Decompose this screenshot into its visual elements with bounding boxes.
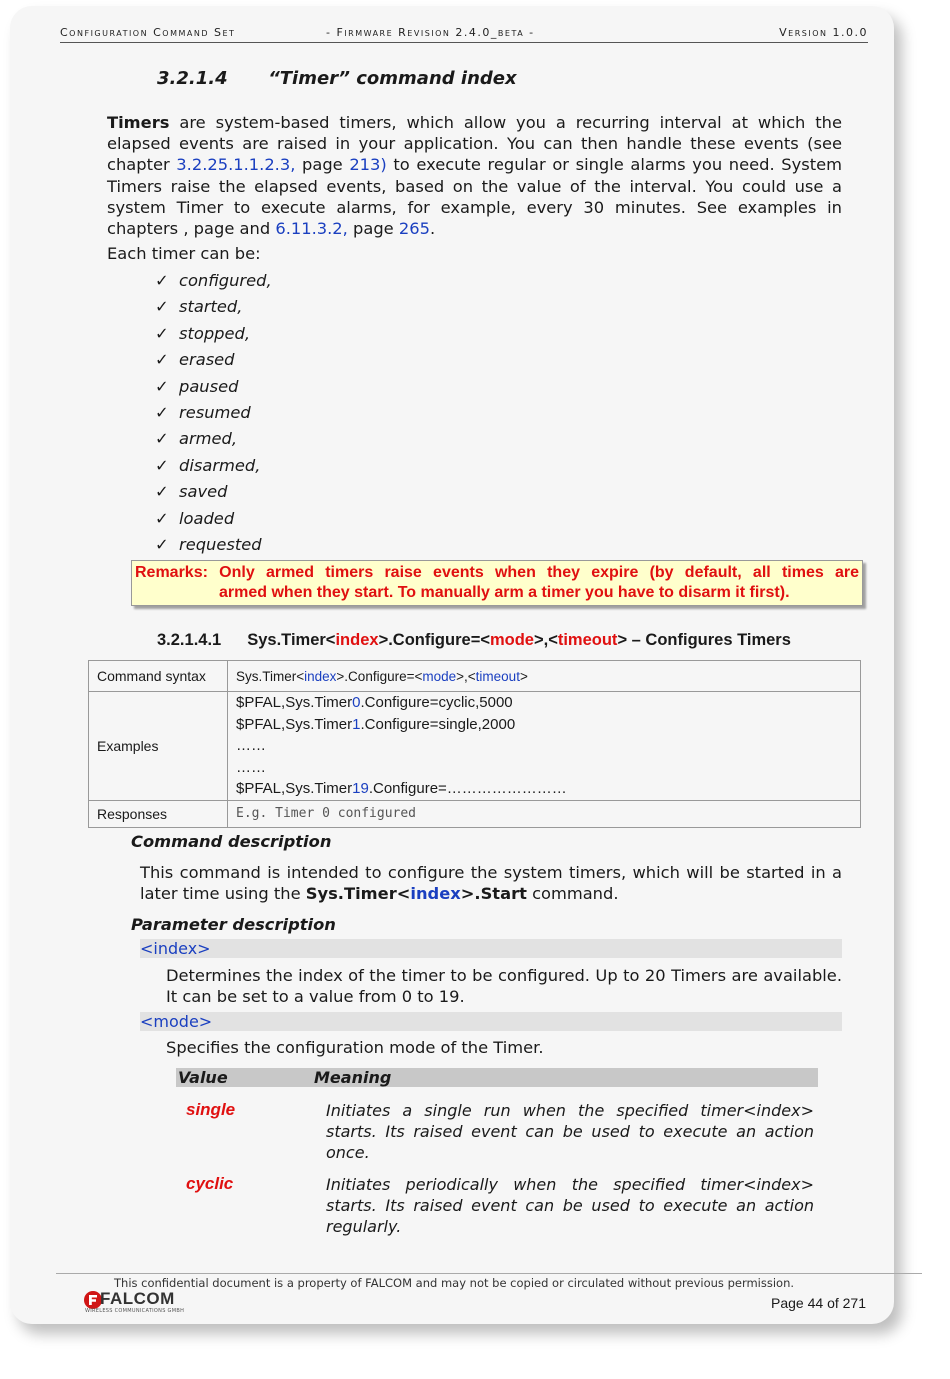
remark-box — [131, 560, 863, 606]
examples-value — [228, 692, 861, 801]
mode-value: cyclic — [186, 1174, 234, 1193]
intro-text: to execute regular or single alarms you need. System Timers raise the elapsed events, based on the value of the interval. You could use a system Timer to execute alarms, for example, every 30 minutes. See examples in chapters , page and — [107, 155, 842, 239]
page-link-2[interactable]: 265 — [398, 219, 430, 239]
timer-state: stopped, — [179, 323, 251, 343]
intro-lead: Timers — [107, 113, 170, 132]
remark-line-1: Remarks: Only armed timers raise events when they expire (by default, all times are — [135, 564, 859, 581]
checkmark-icon: ✓ — [155, 508, 169, 528]
timer-state: disarmed, — [179, 455, 261, 475]
chapter-link-2[interactable]: 6.11.3.2, — [275, 219, 348, 239]
responses-label: Responses — [89, 800, 228, 827]
example-line: $PFAL,Sys.Timer0.Configure=cyclic,5000 — [236, 694, 513, 711]
timer-state: configured, — [179, 271, 272, 290]
checkmark-icon: ✓ — [155, 271, 169, 290]
list-item — [155, 270, 272, 291]
param-index: index — [335, 631, 379, 649]
checkmark-icon: ✓ — [155, 535, 169, 554]
examples-label: Examples — [89, 692, 228, 801]
param-index-label: <index> — [140, 939, 842, 958]
footer-notice: This confidential document is a property of FALCOM and may not be copied or circulated without previous permission. — [114, 1276, 795, 1290]
section-title: “Timer” command index — [268, 68, 517, 89]
section-heading — [157, 68, 517, 89]
param-timeout: timeout — [557, 631, 618, 649]
col-meaning: Meaning — [314, 1068, 392, 1087]
timer-state: requested — [179, 535, 262, 554]
timer-state: armed, — [179, 429, 238, 449]
subsection-heading — [157, 631, 791, 650]
header-right: Version 1.0.0 — [779, 26, 868, 39]
intro-text: . — [429, 219, 436, 239]
list-item — [155, 402, 251, 423]
page-number: Page 44 of 271 — [771, 1295, 866, 1311]
timer-state: saved — [179, 482, 228, 502]
checkmark-icon: ✓ — [155, 429, 169, 449]
parameter-description-heading: Parameter description — [131, 915, 336, 934]
remark-line-2: armed when they start. To manually arm a timer you have to disarm it first). — [219, 584, 790, 601]
timer-state: started, — [179, 297, 243, 317]
command-table — [88, 660, 861, 828]
table-row — [89, 661, 861, 692]
syntax-label: Command syntax — [89, 661, 228, 692]
list-item — [155, 481, 227, 502]
example-line: $PFAL,Sys.Timer19.Configure=…………………… — [236, 780, 567, 797]
checkmark-icon: ✓ — [155, 376, 169, 396]
falcom-logo — [83, 1289, 198, 1315]
section-number: 3.2.1.4 — [157, 68, 228, 89]
col-value: Value — [178, 1068, 228, 1087]
intro-text: page — [347, 219, 399, 239]
list-item — [155, 534, 262, 555]
subsection-number: 3.2.1.4.1 — [157, 631, 222, 649]
subsection-title-part: >,< — [533, 631, 558, 649]
timer-state: resumed — [179, 403, 251, 422]
list-item — [155, 323, 250, 344]
syntax-param: timeout — [475, 668, 520, 684]
intro-text: are system-based timers, which allow you a recurring interval at which the elapsed events are raised in your application. You can then handle these events (see chapter — [107, 113, 842, 175]
checkmark-icon: ✓ — [155, 455, 169, 475]
table-row — [89, 800, 861, 827]
logo-subtext: WIRELESS COMMUNICATIONS GMBH — [85, 1308, 185, 1314]
param-mode-text: Specifies the configuration mode of the Timer. — [166, 1038, 544, 1057]
subsection-title-part: Sys.Timer< — [247, 631, 336, 649]
syntax-param: mode — [422, 668, 457, 684]
each-timer-label: Each timer can be: — [107, 244, 261, 263]
mode-table-header — [176, 1068, 818, 1087]
mode-meaning: Initiates periodically when the specified timer<index> starts. Its raised event can be used to execute an action regularly. — [326, 1175, 814, 1237]
param-mode: mode — [489, 631, 534, 649]
checkmark-icon: ✓ — [155, 323, 169, 343]
param-index-text: Determines the index of the timer to be configured. Up to 20 Timers are available. It can be set to a value from 0 to 19. — [166, 966, 842, 1007]
subsection-title-part: >.Configure=< — [378, 631, 490, 649]
intro-text: page — [295, 155, 350, 175]
running-header — [60, 26, 868, 43]
syntax-part: > — [519, 668, 528, 684]
mode-value: single — [186, 1100, 236, 1119]
timer-state: loaded — [179, 508, 235, 528]
logo-text: FALCOM — [100, 1289, 175, 1308]
example-line: …… — [236, 737, 266, 754]
example-line: …… — [236, 758, 266, 776]
syntax-param: index — [304, 668, 337, 684]
example-line: $PFAL,Sys.Timer1.Configure=single,2000 — [236, 715, 516, 733]
footer-divider — [56, 1273, 922, 1274]
syntax-part: >.Configure=< — [336, 668, 423, 684]
command-description-text: This command is intended to configure the system timers, which will be started in a later time using the Sys.Timer<index>.Start command. — [140, 863, 842, 904]
param-mode-label: <mode> — [140, 1012, 842, 1031]
intro-paragraph — [107, 112, 842, 239]
command-description-heading: Command description — [131, 832, 332, 851]
checkmark-icon: ✓ — [155, 482, 169, 502]
syntax-part: Sys.Timer< — [236, 668, 305, 684]
timer-state: erased — [179, 350, 235, 370]
list-item — [155, 349, 235, 370]
checkmark-icon: ✓ — [155, 403, 169, 422]
chapter-link-1[interactable]: 3.2.25.1.1.2.3, — [176, 155, 296, 175]
list-item — [155, 376, 238, 397]
header-left: Configuration Command Set — [60, 26, 236, 39]
response-value: E.g. Timer 0 configured — [228, 800, 861, 827]
header-center: - Firmware Revision 2.4.0_beta - — [326, 26, 535, 39]
list-item — [155, 296, 242, 317]
table-row — [89, 692, 861, 801]
checkmark-icon: ✓ — [155, 297, 169, 317]
mode-meaning: Initiates a single run when the specified timer<index> starts. Its raised event can be used to execute an action once. — [326, 1101, 814, 1163]
list-item — [155, 455, 260, 476]
subsection-title-part: > – Configures Timers — [617, 631, 791, 649]
list-item — [155, 428, 237, 449]
page-link-1[interactable]: 213) — [349, 155, 387, 175]
checkmark-icon: ✓ — [155, 350, 169, 370]
timer-state: paused — [179, 376, 239, 396]
syntax-part: >,< — [456, 668, 476, 684]
list-item — [155, 508, 234, 529]
syntax-value — [228, 661, 861, 692]
